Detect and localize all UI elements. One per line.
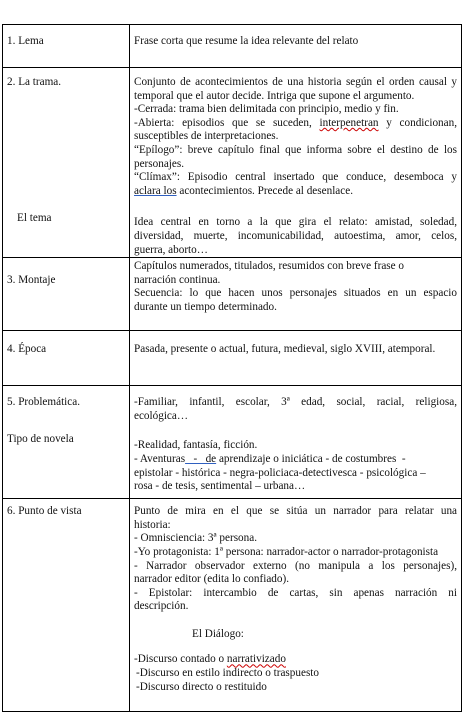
pv-line: - Narrador observador externo (no manipula a los personajes), xyxy=(134,559,457,572)
row-label-montaje: 3. Montaje xyxy=(3,258,130,331)
row-label-tema: El tema xyxy=(17,211,52,224)
tipo-line: rosa - de tesis, sentimental – urbana… xyxy=(134,480,306,493)
row-label-trama: 2. La trama. xyxy=(7,76,62,88)
trama-line: personajes. xyxy=(134,157,185,170)
row-label-epoca: 4. Época xyxy=(3,331,130,386)
trama-line-abierta: -Abierta: episodios que se suceden, interpenetran y condicionan, xyxy=(134,116,458,129)
pv-line: narrador editor (edita lo confiado). xyxy=(134,573,290,586)
table-row-epoca xyxy=(3,331,462,386)
montaje-line: durante un tiempo determinado. xyxy=(134,300,277,313)
row-label-lema: 1. Lema xyxy=(3,25,130,68)
trama-line: -Cerrada: trama bien delimitada con principio, medio y fin. xyxy=(134,103,399,116)
grammar-marked-word: aclara los xyxy=(134,184,177,197)
tema-line: Idea central en torno a la que gira el relato: amistad, soledad, xyxy=(134,216,457,229)
tipo-line: -Realidad, fantasía, ficción. xyxy=(134,439,258,452)
row-label-cell-problematica xyxy=(3,386,130,499)
row-label-tipo: Tipo de novela xyxy=(7,432,74,445)
content-table xyxy=(2,24,462,712)
row-label-cell-trama xyxy=(3,68,130,258)
table-row-trama xyxy=(3,68,462,258)
grammar-marked-word: - de xyxy=(185,452,217,465)
trama-line: “Epílogo”: breve capítulo final que informa sobre el destino de los xyxy=(134,143,457,156)
montaje-line: Capítulos numerados, titulados, resumidos con breve frase o xyxy=(134,260,404,273)
row-label-problematica: 5. Problemática. xyxy=(7,396,81,409)
pv-line: - Omnisciencia: 3ª persona. xyxy=(134,532,258,545)
row-text-cell-problematica xyxy=(130,386,462,499)
montaje-line: Secuencia: lo que hacen unos personajes situados en un espacio xyxy=(134,287,457,300)
trama-line: “Clímax”: Episodio central insertado que conduce, desemboca y xyxy=(134,171,457,184)
row-text-cell-punto-vista xyxy=(130,499,462,712)
pv-line: historia: xyxy=(134,518,171,531)
spellcheck-word: interpenetran xyxy=(319,116,379,129)
trama-line: temporal que el autor decide. Intriga que supone el argumento. xyxy=(134,89,415,102)
table-row-montaje xyxy=(3,258,462,331)
tema-line: diversidad, muerte, incomunicabilidad, autoestima, amor, celos, xyxy=(134,229,457,242)
dialogo-line: -Discurso directo o restituido xyxy=(136,680,267,693)
trama-line: susceptibles de interpretaciones. xyxy=(134,130,279,143)
pv-line: -Yo protagonista: 1ª persona: narrador-actor o narrador-protagonista xyxy=(134,545,439,558)
row-text-epoca: Pasada, presente o actual, futura, medieval, siglo XVIII, atemporal. xyxy=(130,331,462,386)
spellcheck-word: narrativizado xyxy=(226,653,286,666)
table-row-punto-vista xyxy=(3,499,462,712)
row-text-lema: Frase corta que resume la idea relevante del relato xyxy=(130,25,462,68)
trama-line-aclara: aclara los acontecimientos. Precede al desenlace. xyxy=(134,184,353,197)
montaje-line: narración continua. xyxy=(134,273,221,286)
problematica-line: ecológica… xyxy=(134,409,189,422)
problematica-line: -Familiar, infantil, escolar, 3ª edad, social, racial, religiosa, xyxy=(134,396,457,409)
pv-line: Punto de mira en el que se sitúa un narrador para relatar una xyxy=(134,505,457,518)
table-row-lema xyxy=(3,25,462,68)
row-text-cell-trama xyxy=(130,68,462,258)
trama-line: Conjunto de acontecimientos de una historia según el orden causal y xyxy=(134,76,457,88)
dialogo-line: -Discurso en estilo indirecto o traspuesto xyxy=(136,667,319,680)
pv-line: descripción. xyxy=(134,600,189,613)
tipo-line-aventuras: - Aventuras - de aprendizaje o iniciática - de costumbres - xyxy=(134,452,406,465)
pv-line: - Epistolar: intercambio de cartas, sin apenas narración ni xyxy=(134,586,457,599)
tipo-line: epistolar - histórica - negra-policiaca-detectivesca - psicológica – xyxy=(134,466,426,479)
table-row-problematica xyxy=(3,386,462,499)
dialogo-line: -Discurso contado o narrativizado xyxy=(134,653,286,666)
row-text-cell-montaje xyxy=(130,258,462,331)
dialogo-title: El Diálogo: xyxy=(192,627,244,640)
tema-line: guerra, aborto… xyxy=(134,243,208,256)
row-label-punto-vista: 6. Punto de vista xyxy=(3,499,130,712)
